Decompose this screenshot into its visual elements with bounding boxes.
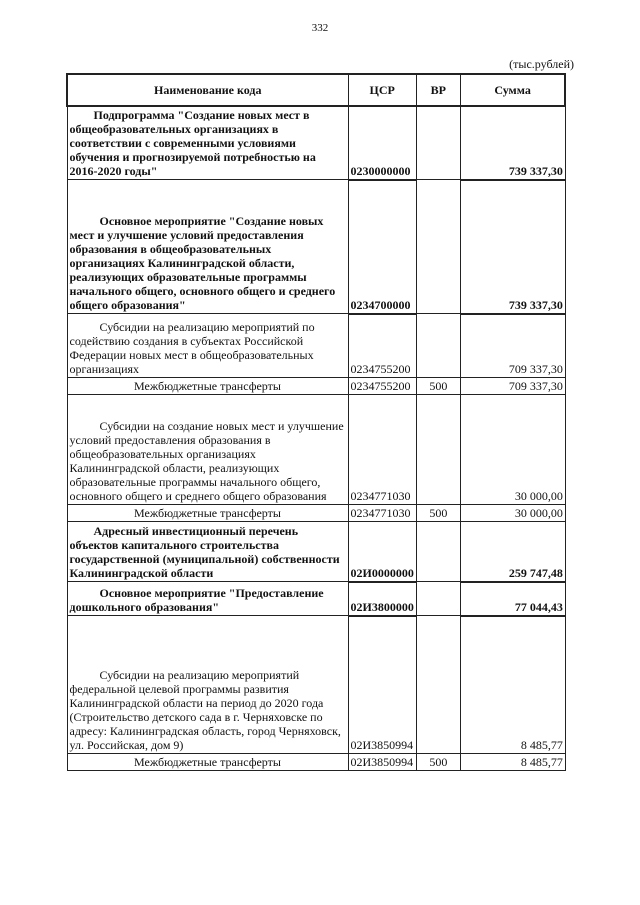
row-csr: 0234755200 (348, 378, 416, 395)
row-sum: 8 485,77 (460, 616, 565, 754)
row-vr (416, 180, 460, 314)
table-row (67, 582, 565, 616)
row-csr: 02И0000000 (348, 522, 416, 582)
row-vr: 500 (416, 378, 460, 395)
header-sum: Сумма (460, 74, 565, 106)
row-vr (416, 395, 460, 505)
row-vr (416, 616, 460, 754)
table-header-row (67, 74, 565, 106)
table-row (67, 754, 565, 771)
table-row (67, 616, 565, 754)
row-csr: 02И3800000 (348, 582, 416, 616)
table-row (67, 378, 565, 395)
header-name: Наименование кода (67, 74, 348, 106)
header-csr: ЦСР (348, 74, 416, 106)
row-sum: 77 044,43 (460, 582, 565, 616)
row-name: Субсидии на реализацию мероприятий по содействию создания в субъектах Российской Федерации новых мест в общеобразовательных организациях (67, 314, 348, 378)
table-row (67, 106, 565, 180)
units-note: (тыс.рублей) (509, 57, 574, 71)
row-vr (416, 522, 460, 582)
row-vr: 500 (416, 505, 460, 522)
header-vr: ВР (416, 74, 460, 106)
page-number: 332 (311, 22, 329, 34)
row-vr (416, 582, 460, 616)
row-vr (416, 314, 460, 378)
row-name: Основное мероприятие "Предоставление дошкольного образования" (67, 582, 348, 616)
table-row (67, 395, 565, 505)
budget-table (66, 73, 566, 771)
row-name: Межбюджетные трансферты (67, 378, 348, 395)
row-sum: 30 000,00 (460, 395, 565, 505)
table-row (67, 314, 565, 378)
row-vr (416, 106, 460, 180)
row-name: Основное мероприятие "Создание новых мест и улучшение условий предоставления образования в общеобразовательных организациях Калининградской области, реализующих образовательные программы начального общего, основного общего и среднего общего образования" (67, 180, 348, 314)
table-row (67, 505, 565, 522)
row-csr: 0234771030 (348, 505, 416, 522)
table-row (67, 522, 565, 582)
row-name: Подпрограмма "Создание новых мест в общеобразовательных организациях в соответствии с современными условиями обучения и прогнозируемой потребностью на 2016-2020 годы" (67, 106, 348, 180)
row-csr: 0234700000 (348, 180, 416, 314)
row-sum: 259 747,48 (460, 522, 565, 582)
row-csr: 02И3850994 (348, 754, 416, 771)
row-name: Субсидии на реализацию мероприятий федеральной целевой программы развития Калининградской области на период до 2020 года (Строительство детского сада в г. Черняховске по адресу: Калининградская область, город Черняховск, ул. Российская, дом 9) (67, 616, 348, 754)
row-csr: 0234771030 (348, 395, 416, 505)
row-vr: 500 (416, 754, 460, 771)
row-sum: 709 337,30 (460, 314, 565, 378)
table-row (67, 180, 565, 314)
row-sum: 739 337,30 (460, 106, 565, 180)
row-csr: 0230000000 (348, 106, 416, 180)
row-csr: 02И3850994 (348, 616, 416, 754)
row-name: Адресный инвестиционный перечень объектов капитального строительства государственной (муниципальной) собственности Калининградской области (67, 522, 348, 582)
row-sum: 30 000,00 (460, 505, 565, 522)
row-csr: 0234755200 (348, 314, 416, 378)
row-name: Межбюджетные трансферты (67, 754, 348, 771)
row-sum: 709 337,30 (460, 378, 565, 395)
row-name: Межбюджетные трансферты (67, 505, 348, 522)
row-name: Субсидии на создание новых мест и улучшение условий предоставления образования в общеобразовательных организациях Калининградской области, реализующих образовательные программы начального общего, основного общего и среднего общего образования (67, 395, 348, 505)
row-sum: 8 485,77 (460, 754, 565, 771)
row-sum: 739 337,30 (460, 180, 565, 314)
